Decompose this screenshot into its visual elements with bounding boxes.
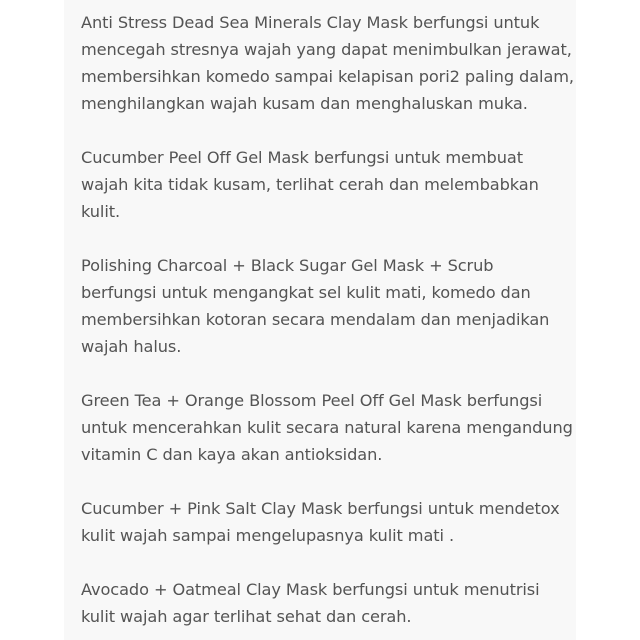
text-line: Polishing Charcoal + Black Sugar Gel Mask + Scrub <box>81 256 494 275</box>
text-line: membersihkan komedo sampai kelapisan pori2 paling dalam, <box>81 67 574 86</box>
text-line: menghilangkan wajah kusam dan menghaluskan muka. <box>81 94 528 113</box>
paragraph-charcoal-mask <box>81 252 576 360</box>
text-line: untuk mencerahkan kulit secara natural karena mengandung <box>81 418 573 437</box>
text-line: kulit wajah agar terlihat sehat dan cerah. <box>81 607 412 626</box>
text-line: wajah halus. <box>81 337 182 356</box>
note-text <box>81 9 576 640</box>
text-line: kulit. <box>81 202 121 221</box>
text-line: vitamin C dan kaya akan antioksidan. <box>81 445 383 464</box>
text-line: berfungsi untuk mengangkat sel kulit mati, komedo dan <box>81 283 531 302</box>
text-line: kulit wajah sampai mengelupasnya kulit mati . <box>81 526 455 545</box>
text-line: mencegah stresnya wajah yang dapat menimbulkan jerawat, <box>81 40 572 59</box>
text-line: Cucumber + Pink Salt Clay Mask berfungsi untuk mendetox <box>81 499 560 518</box>
text-line: Anti Stress Dead Sea Minerals Clay Mask berfungsi untuk <box>81 13 540 32</box>
text-line: membersihkan kotoran secara mendalam dan menjadikan <box>81 310 550 329</box>
paragraph-dead-sea-mask <box>81 9 576 117</box>
paragraph-cucumber-peel-mask <box>81 144 576 225</box>
paragraph-green-tea-mask <box>81 387 576 468</box>
text-line: Cucumber Peel Off Gel Mask berfungsi untuk membuat <box>81 148 523 167</box>
text-line: Green Tea + Orange Blossom Peel Off Gel Mask berfungsi <box>81 391 543 410</box>
text-line: Avocado + Oatmeal Clay Mask berfungsi untuk menutrisi <box>81 580 540 599</box>
paragraph-pink-salt-mask <box>81 495 576 549</box>
paragraph-avocado-mask <box>81 576 576 630</box>
text-line: wajah kita tidak kusam, terlihat cerah dan melembabkan <box>81 175 539 194</box>
